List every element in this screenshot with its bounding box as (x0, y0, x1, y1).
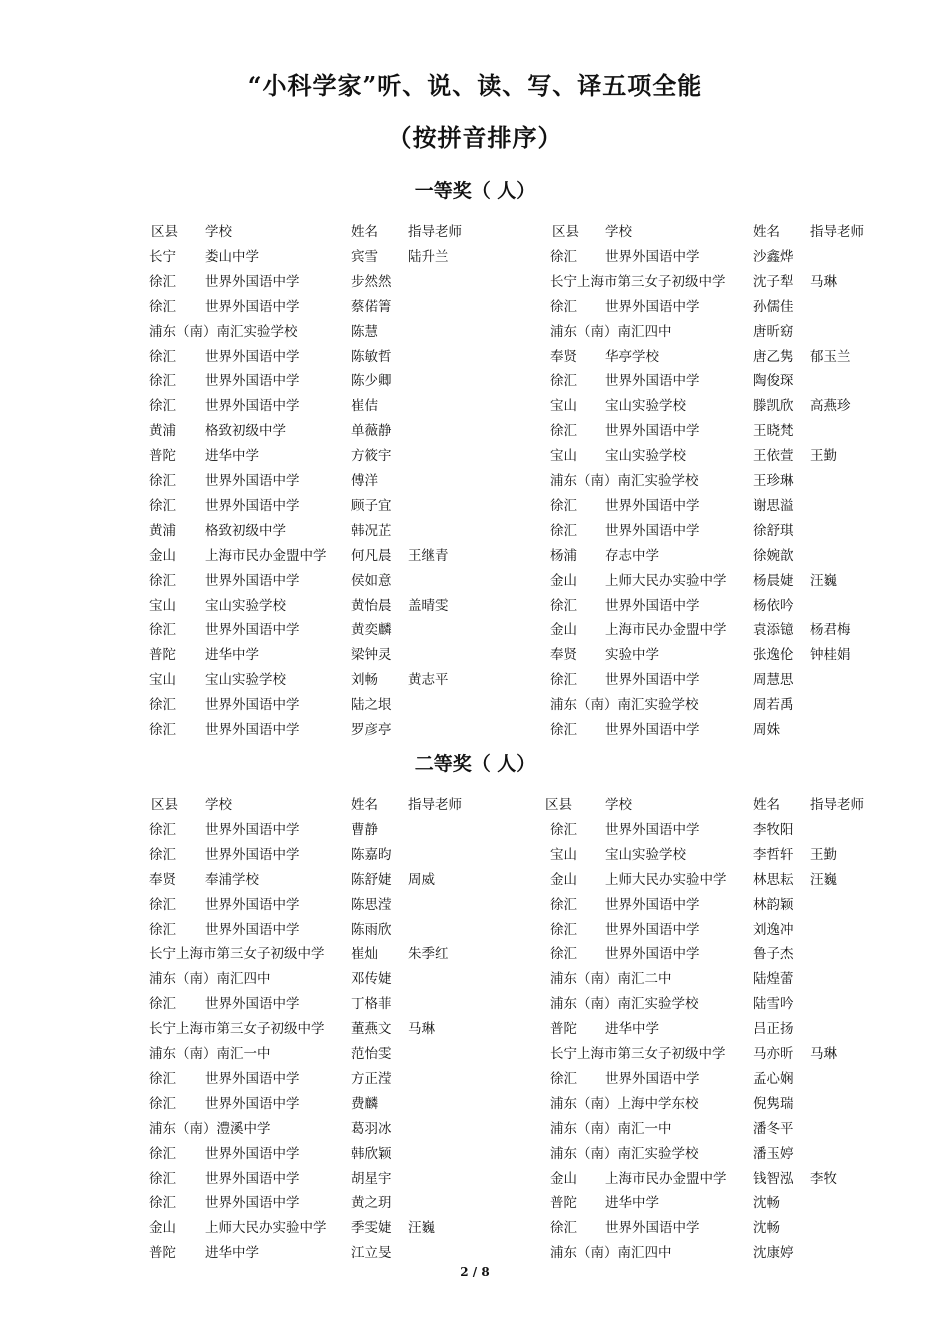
table-cell: 世界外国语中学 (205, 921, 300, 938)
table-cell: 世界外国语中学 (605, 597, 700, 614)
table-row (0, 519, 950, 543)
table-cell: 韩欣颖 (351, 1145, 392, 1162)
table-cell: 陶俊琛 (753, 373, 794, 390)
table-cell: 马琳 (810, 273, 837, 290)
column-header: 姓名 (351, 224, 378, 240)
column-header: 姓名 (753, 224, 780, 240)
table-cell: 世界外国语中学 (205, 398, 300, 415)
table-cell: 金山 (550, 622, 577, 639)
table-cell: 李牧阳 (753, 821, 794, 838)
table-cell: 世界外国语中学 (205, 298, 300, 315)
table-cell: 刘畅 (351, 672, 378, 689)
table-cell: 世界外国语中学 (205, 896, 300, 913)
column-header: 学校 (205, 224, 232, 240)
table-cell: 侯如意 (351, 572, 392, 589)
table-cell: 马琳 (408, 1021, 435, 1038)
table-cell: 陆雪吟 (753, 996, 794, 1013)
table-row (0, 992, 950, 1016)
table-cell: 宝山 (149, 597, 176, 614)
table-row (0, 1117, 950, 1141)
table-cell: 周威 (408, 871, 435, 888)
table-cell: 徐舒琪 (753, 522, 794, 539)
table-cell: 普陀 (149, 448, 176, 465)
table-cell: 进华中学 (205, 448, 259, 465)
section-heading-first-prize: 一等奖（ 人） (414, 180, 536, 202)
table-cell: 徐汇 (550, 946, 577, 963)
table-cell: 黄之玥 (351, 1195, 392, 1212)
table-cell: 徐汇 (149, 1070, 176, 1087)
column-header: 区县 (151, 224, 178, 240)
table-row (0, 1167, 950, 1191)
table-cell: 上师大民办实验中学 (605, 572, 727, 589)
table-cell: 徐汇 (149, 572, 176, 589)
table-cell: 唐昕窈 (753, 323, 794, 340)
table-cell: 陈嘉昀 (351, 846, 392, 863)
table-cell: 陈思滢 (351, 896, 392, 913)
table-cell: 浦东（南）南汇实验学校 (550, 473, 699, 489)
table-row (0, 618, 950, 642)
page-title: “小科学家”听、说、读、写、译五项全能 (247, 71, 703, 100)
column-header: 姓名 (753, 797, 780, 813)
table-cell: 世界外国语中学 (605, 1070, 700, 1087)
table-row (0, 1042, 950, 1066)
table-cell: 滕凯欣 (753, 398, 794, 415)
page-subtitle: （按拼音排序） (387, 123, 563, 152)
table-cell: 世界外国语中学 (205, 722, 300, 738)
table-cell: 宝山实验学校 (205, 672, 286, 689)
table-row (0, 967, 950, 991)
column-header: 指导老师 (810, 224, 864, 240)
table-cell: 世界外国语中学 (605, 373, 700, 390)
table-cell: 宝山 (550, 448, 577, 465)
column-header: 区县 (151, 797, 178, 813)
table-row (0, 1067, 950, 1091)
table-cell: 何凡晨 (351, 547, 392, 564)
table-cell: 世界外国语中学 (605, 896, 700, 913)
table-row (0, 668, 950, 692)
table-row (0, 1191, 950, 1215)
table-cell: 潘冬平 (753, 1120, 794, 1137)
table-cell: 徐汇 (550, 248, 577, 265)
table-cell: 徐汇 (550, 821, 577, 838)
table-cell: 徐汇 (550, 722, 577, 738)
table-cell: 唐乙隽 (753, 348, 794, 365)
table-cell: 徐汇 (149, 473, 176, 489)
table-row (0, 469, 950, 493)
table-cell: 进华中学 (205, 1245, 259, 1262)
table-cell: 徐汇 (550, 921, 577, 938)
table-cell: 徐汇 (550, 423, 577, 440)
table-row (0, 544, 950, 568)
table-cell: 宝山实验学校 (205, 597, 286, 614)
table-cell: 王晓梵 (753, 423, 794, 440)
table-cell: 曹静 (351, 821, 378, 838)
table-cell: 倪隽瑞 (753, 1095, 794, 1112)
table-cell: 奉贤 (550, 647, 577, 664)
table-cell: 浦东（南）南汇实验学校 (550, 996, 699, 1013)
table-cell: 李哲轩 (753, 846, 794, 863)
table-cell: 金山 (550, 871, 577, 888)
table-cell: 徐汇 (149, 821, 176, 838)
table-row (0, 1017, 950, 1041)
table-cell: 马亦昕 (753, 1046, 794, 1062)
table-cell: 朱季红 (408, 946, 449, 963)
column-header: 学校 (605, 224, 632, 240)
table-cell: 王勤 (810, 448, 837, 465)
table-cell: 浦东（南）南汇一中 (550, 1120, 672, 1137)
table-cell: 世界外国语中学 (605, 946, 700, 963)
table-cell: 世界外国语中学 (205, 1145, 300, 1162)
column-header: 学校 (605, 797, 632, 813)
table-cell: 世界外国语中学 (205, 348, 300, 365)
table-cell: 世界外国语中学 (605, 921, 700, 938)
table-cell: 沙鑫烨 (753, 248, 794, 265)
table-cell: 浦东（南）南汇四中 (149, 971, 271, 988)
table-cell: 徐汇 (149, 398, 176, 415)
table-cell: 葛羽冰 (351, 1120, 392, 1137)
table-cell: 王勤 (810, 846, 837, 863)
table-cell: 顾子宜 (351, 497, 392, 514)
table-cell: 格致初级中学 (205, 522, 286, 539)
table-cell: 陆煌蕾 (753, 971, 794, 988)
table-cell: 黄浦 (149, 522, 176, 539)
table-cell: 沈畅 (753, 1195, 780, 1212)
table-cell: 世界外国语中学 (605, 497, 700, 514)
table-row (0, 942, 950, 966)
table-cell: 浦东（南）南汇实验学校 (550, 1145, 699, 1162)
section-heading-second-prize: 二等奖（ 人） (414, 753, 536, 775)
column-header: 指导老师 (408, 797, 462, 813)
table-cell: 宝山 (550, 398, 577, 415)
table-cell: 沈畅 (753, 1220, 780, 1237)
table-row (0, 893, 950, 917)
table-cell: 梁钟灵 (351, 647, 392, 664)
table-cell: 上师大民办实验中学 (205, 1220, 327, 1237)
table-cell: 金山 (550, 572, 577, 589)
table-cell: 汪巍 (810, 871, 837, 888)
table-cell: 徐汇 (550, 298, 577, 315)
table-cell: 浦东（南）南汇二中 (550, 971, 672, 988)
table-cell: 金山 (550, 1170, 577, 1187)
table-cell: 周若禹 (753, 697, 794, 714)
table-cell: 浦东（南）南汇实验学校 (149, 323, 298, 340)
table-cell: 格致初级中学 (205, 423, 286, 440)
table-cell: 世界外国语中学 (205, 1095, 300, 1112)
table-cell: 世界外国语中学 (605, 248, 700, 265)
table-cell: 世界外国语中学 (205, 497, 300, 514)
table-cell: 沈子犁 (753, 273, 794, 290)
table-cell: 普陀 (149, 647, 176, 664)
table-row (0, 295, 950, 319)
table-cell: 王继青 (408, 547, 449, 564)
table-cell: 上海市民办金盟中学 (605, 622, 727, 639)
table-row (0, 320, 950, 344)
column-header: 区县 (545, 797, 572, 813)
table-cell: 单薇静 (351, 423, 392, 440)
table-cell: 进华中学 (205, 647, 259, 664)
table-cell: 王珍琳 (753, 473, 794, 489)
table-row (0, 1216, 950, 1240)
table-cell: 徐汇 (149, 298, 176, 315)
table-cell: 世界外国语中学 (205, 697, 300, 714)
table-cell: 浦东（南）澧溪中学 (149, 1120, 271, 1137)
table-cell: 徐婉歆 (753, 547, 794, 564)
table-cell: 王依萱 (753, 448, 794, 465)
table-row (0, 419, 950, 443)
table-cell: 宝山实验学校 (605, 846, 686, 863)
table-cell: 高燕珍 (810, 398, 851, 415)
table-cell: 陆之垠 (351, 697, 392, 714)
table-cell: 费麟 (351, 1095, 378, 1112)
table-row (0, 693, 950, 717)
table-cell: 徐汇 (550, 672, 577, 689)
table-cell: 宝山 (550, 846, 577, 863)
table-cell: 徐汇 (550, 497, 577, 514)
table-cell: 徐汇 (149, 497, 176, 514)
table-cell: 陈雨欣 (351, 921, 392, 938)
column-header: 学校 (205, 797, 232, 813)
table-row (0, 818, 950, 842)
table-cell: 罗彦亭 (351, 722, 392, 738)
table-cell: 徐汇 (550, 1220, 577, 1237)
table-cell: 鲁子杰 (753, 946, 794, 963)
table-row (0, 1241, 950, 1265)
page-number: 2 / 8 (460, 1265, 490, 1279)
table-cell: 汪巍 (408, 1220, 435, 1237)
table-cell: 世界外国语中学 (205, 846, 300, 863)
table-cell: 邓传婕 (351, 971, 392, 988)
table-cell: 徐汇 (149, 622, 176, 639)
table-row (0, 718, 950, 742)
table-row (0, 369, 950, 393)
table-cell: 世界外国语中学 (205, 1070, 300, 1087)
table-cell: 徐汇 (149, 1195, 176, 1212)
table-cell: 奉贤 (149, 871, 176, 888)
table-cell: 徐汇 (149, 921, 176, 938)
table-cell: 孟心娴 (753, 1070, 794, 1087)
table-row (0, 843, 950, 867)
table-cell: 世界外国语中学 (205, 996, 300, 1013)
table-row (0, 245, 950, 269)
table-cell: 娄山中学 (205, 248, 259, 265)
table-cell: 崔佶 (351, 398, 378, 415)
table-row (0, 1092, 950, 1116)
table-cell: 上海市民办金盟中学 (205, 547, 327, 564)
table-cell: 陈少卿 (351, 373, 392, 390)
table-cell: 林思耘 (753, 871, 794, 888)
table-cell: 徐汇 (550, 597, 577, 614)
table-cell: 华亭学校 (605, 348, 659, 365)
table-cell: 徐汇 (550, 1070, 577, 1087)
table-cell: 世界外国语中学 (205, 821, 300, 838)
table-cell: 马琳 (810, 1046, 837, 1062)
column-header: 指导老师 (408, 224, 462, 240)
table-row (0, 918, 950, 942)
table-cell: 杨晨婕 (753, 572, 794, 589)
table-row (0, 594, 950, 618)
table-cell: 世界外国语中学 (605, 821, 700, 838)
table-cell: 钱智泓 (753, 1170, 794, 1187)
table-cell: 浦东（南）南汇一中 (149, 1046, 271, 1062)
table-cell: 宾雪 (351, 248, 378, 265)
table-cell: 徐汇 (149, 722, 176, 738)
table-cell: 徐汇 (550, 373, 577, 390)
table-cell: 世界外国语中学 (605, 672, 700, 689)
table-cell: 进华中学 (605, 1021, 659, 1038)
table-cell: 世界外国语中学 (205, 622, 300, 639)
table-cell: 徐汇 (550, 522, 577, 539)
table-cell: 季雯婕 (351, 1220, 392, 1237)
table-cell: 世界外国语中学 (605, 1220, 700, 1237)
table-cell: 世界外国语中学 (205, 1195, 300, 1212)
table-cell: 黄怡晨 (351, 597, 392, 614)
table-row (0, 1142, 950, 1166)
table-row (0, 643, 950, 667)
table-header-row (0, 220, 950, 244)
table-cell: 胡星宇 (351, 1170, 392, 1187)
table-cell: 杨君梅 (810, 622, 851, 639)
table-cell: 普陀 (550, 1195, 577, 1212)
table-cell: 徐汇 (149, 1145, 176, 1162)
table-row (0, 569, 950, 593)
table-cell: 实验中学 (605, 647, 659, 664)
table-cell: 徐汇 (149, 697, 176, 714)
table-cell: 世界外国语中学 (205, 373, 300, 390)
table-cell: 普陀 (149, 1245, 176, 1262)
table-cell: 徐汇 (149, 273, 176, 290)
table-cell: 浦东（南）南汇四中 (550, 323, 672, 340)
table-row (0, 494, 950, 518)
table-cell: 杨浦 (550, 547, 577, 564)
table-cell: 浦东（南）上海中学东校 (550, 1095, 699, 1112)
table-cell: 长宁 (149, 248, 176, 265)
table-cell: 宝山实验学校 (605, 448, 686, 465)
table-cell: 世界外国语中学 (605, 522, 700, 539)
table-cell: 黄浦 (149, 423, 176, 440)
table-cell: 沈康婷 (753, 1245, 794, 1262)
table-cell: 谢思溢 (753, 497, 794, 514)
table-cell: 徐汇 (149, 896, 176, 913)
table-cell: 金山 (149, 1220, 176, 1237)
table-cell: 徐汇 (149, 1095, 176, 1112)
table-cell: 周慧思 (753, 672, 794, 689)
table-cell: 金山 (149, 547, 176, 564)
table-cell: 徐汇 (149, 846, 176, 863)
table-cell: 林韵颖 (753, 896, 794, 913)
table-cell: 傅洋 (351, 473, 378, 489)
table-cell: 丁格菲 (351, 996, 392, 1013)
table-cell: 宝山实验学校 (605, 398, 686, 415)
table-cell: 张逸伦 (753, 647, 794, 664)
table-cell: 世界外国语中学 (605, 298, 700, 315)
table-cell: 陈慧 (351, 323, 378, 340)
table-cell: 方正滢 (351, 1070, 392, 1087)
table-cell: 袁添镱 (753, 622, 794, 639)
table-cell: 钟桂娟 (810, 647, 851, 664)
table-cell: 普陀 (550, 1021, 577, 1038)
table-cell: 江立旻 (351, 1245, 392, 1262)
table-cell: 周姝 (753, 722, 780, 738)
table-row (0, 345, 950, 369)
table-cell: 步然然 (351, 273, 392, 290)
table-cell: 长宁上海市第三女子初级中学 (550, 273, 726, 290)
table-cell: 长宁上海市第三女子初级中学 (550, 1046, 726, 1062)
table-cell: 韩况芷 (351, 522, 392, 539)
table-cell: 陈舒婕 (351, 871, 392, 888)
table-cell: 世界外国语中学 (605, 722, 700, 738)
table-cell: 长宁上海市第三女子初级中学 (149, 946, 325, 963)
table-cell: 方筱宇 (351, 448, 392, 465)
column-header: 区县 (552, 224, 579, 240)
table-cell: 黄志平 (408, 672, 449, 689)
table-cell: 刘逸冲 (753, 921, 794, 938)
table-cell: 世界外国语中学 (205, 473, 300, 489)
table-row (0, 270, 950, 294)
table-cell: 陆升兰 (408, 248, 449, 265)
table-row (0, 394, 950, 418)
column-header: 姓名 (351, 797, 378, 813)
table-cell: 徐汇 (149, 373, 176, 390)
table-cell: 徐汇 (149, 348, 176, 365)
table-row (0, 444, 950, 468)
table-cell: 杨依吟 (753, 597, 794, 614)
table-cell: 孙儒佳 (753, 298, 794, 315)
column-header: 指导老师 (810, 797, 864, 813)
table-cell: 世界外国语中学 (205, 273, 300, 290)
table-cell: 李牧 (810, 1170, 837, 1187)
table-cell: 进华中学 (605, 1195, 659, 1212)
table-cell: 徐汇 (149, 1170, 176, 1187)
table-cell: 世界外国语中学 (605, 423, 700, 440)
table-cell: 徐汇 (149, 996, 176, 1013)
table-cell: 世界外国语中学 (205, 1170, 300, 1187)
table-cell: 崔灿 (351, 946, 378, 963)
table-cell: 上海市民办金盟中学 (605, 1170, 727, 1187)
table-cell: 上师大民办实验中学 (605, 871, 727, 888)
table-cell: 存志中学 (605, 547, 659, 564)
table-cell: 蔡偌箐 (351, 298, 392, 315)
table-cell: 潘玉婷 (753, 1145, 794, 1162)
table-cell: 陈敏哲 (351, 348, 392, 365)
table-cell: 董燕文 (351, 1021, 392, 1038)
table-cell: 吕正扬 (753, 1021, 794, 1038)
table-row (0, 868, 950, 892)
table-cell: 浦东（南）南汇实验学校 (550, 697, 699, 714)
table-cell: 郁玉兰 (810, 348, 851, 365)
table-cell: 范怡雯 (351, 1046, 392, 1062)
table-cell: 宝山 (149, 672, 176, 689)
table-cell: 徐汇 (550, 896, 577, 913)
table-header-row (0, 793, 950, 817)
table-cell: 世界外国语中学 (205, 572, 300, 589)
table-cell: 汪巍 (810, 572, 837, 589)
table-cell: 盖晴雯 (408, 597, 449, 614)
table-cell: 奉贤 (550, 348, 577, 365)
table-cell: 长宁上海市第三女子初级中学 (149, 1021, 325, 1038)
table-cell: 黄奕麟 (351, 622, 392, 639)
table-cell: 奉浦学校 (205, 871, 259, 888)
table-cell: 浦东（南）南汇四中 (550, 1245, 672, 1262)
